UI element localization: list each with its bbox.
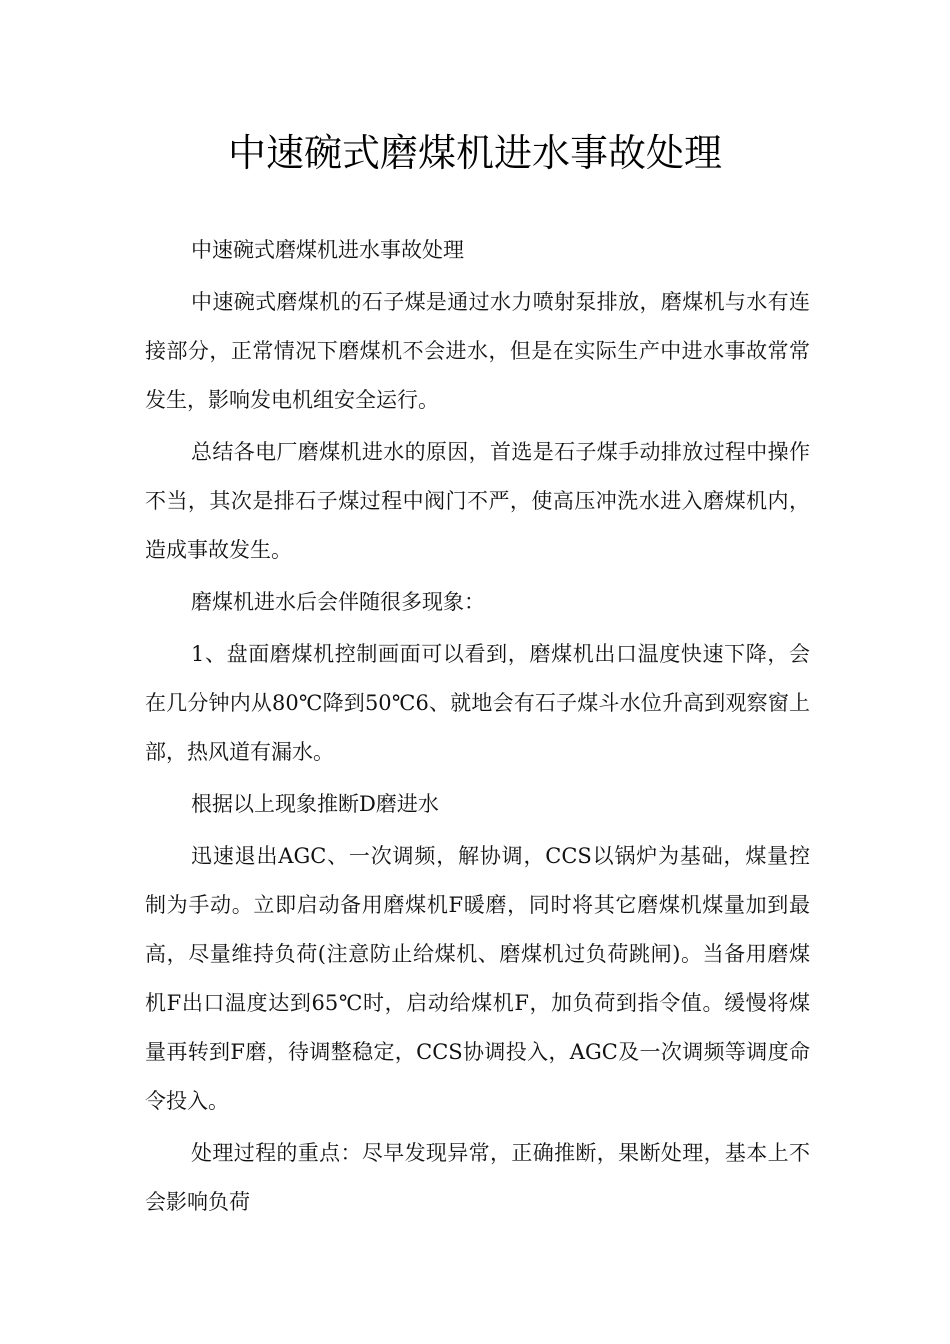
paragraph-phenomena-intro: 磨煤机进水后会伴随很多现象：: [191, 590, 485, 614]
paragraph-intro: 中速碗式磨煤机的石子煤是通过水力喷射泵排放，磨煤机与水有连接部分，正常情况下磨煤机不会进水，但是在实际生产中进水事故常常发生，影响发电机组安全运行。: [145, 290, 810, 412]
paragraph-causes: 总结各电厂磨煤机进水的原因，首选是石子煤手动排放过程中操作不当，其次是排石子煤过程中阀门不严，使高压冲洗水进入磨煤机内，造成事故发生。: [145, 440, 810, 562]
document-title: 中速碗式磨煤机进水事故处理: [227, 131, 722, 175]
document-body: [145, 226, 810, 1230]
paragraph-inference: 根据以上现象推断D磨进水: [191, 792, 439, 816]
paragraph-heading: 中速碗式磨煤机进水事故处理: [191, 238, 464, 262]
paragraph-phenomena-list: 1、盘面磨煤机控制画面可以看到，磨煤机出口温度快速下降，会在几分钟内从80℃降到50℃6、就地会有石子煤斗水位升高到观察窗上部，热风道有漏水。: [145, 642, 810, 764]
paragraph-key-points: 处理过程的重点：尽早发现异常，正确推断，果断处理，基本上不会影响负荷: [145, 1141, 810, 1214]
paragraph-procedure: 迅速退出AGC、一次调频，解协调，CCS以锅炉为基础，煤量控制为手动。立即启动备用磨煤机F暖磨，同时将其它磨煤机煤量加到最高，尽量维持负荷(注意防止给煤机、磨煤机过负荷跳闸)。当备用磨煤机F出口温度达到65℃时，启动给煤机F，加负荷到指令值。缓慢将煤量再转到F磨，待调整稳定，CCS协调投入，AGC及一次调频等调度命令投入。: [145, 844, 810, 1113]
